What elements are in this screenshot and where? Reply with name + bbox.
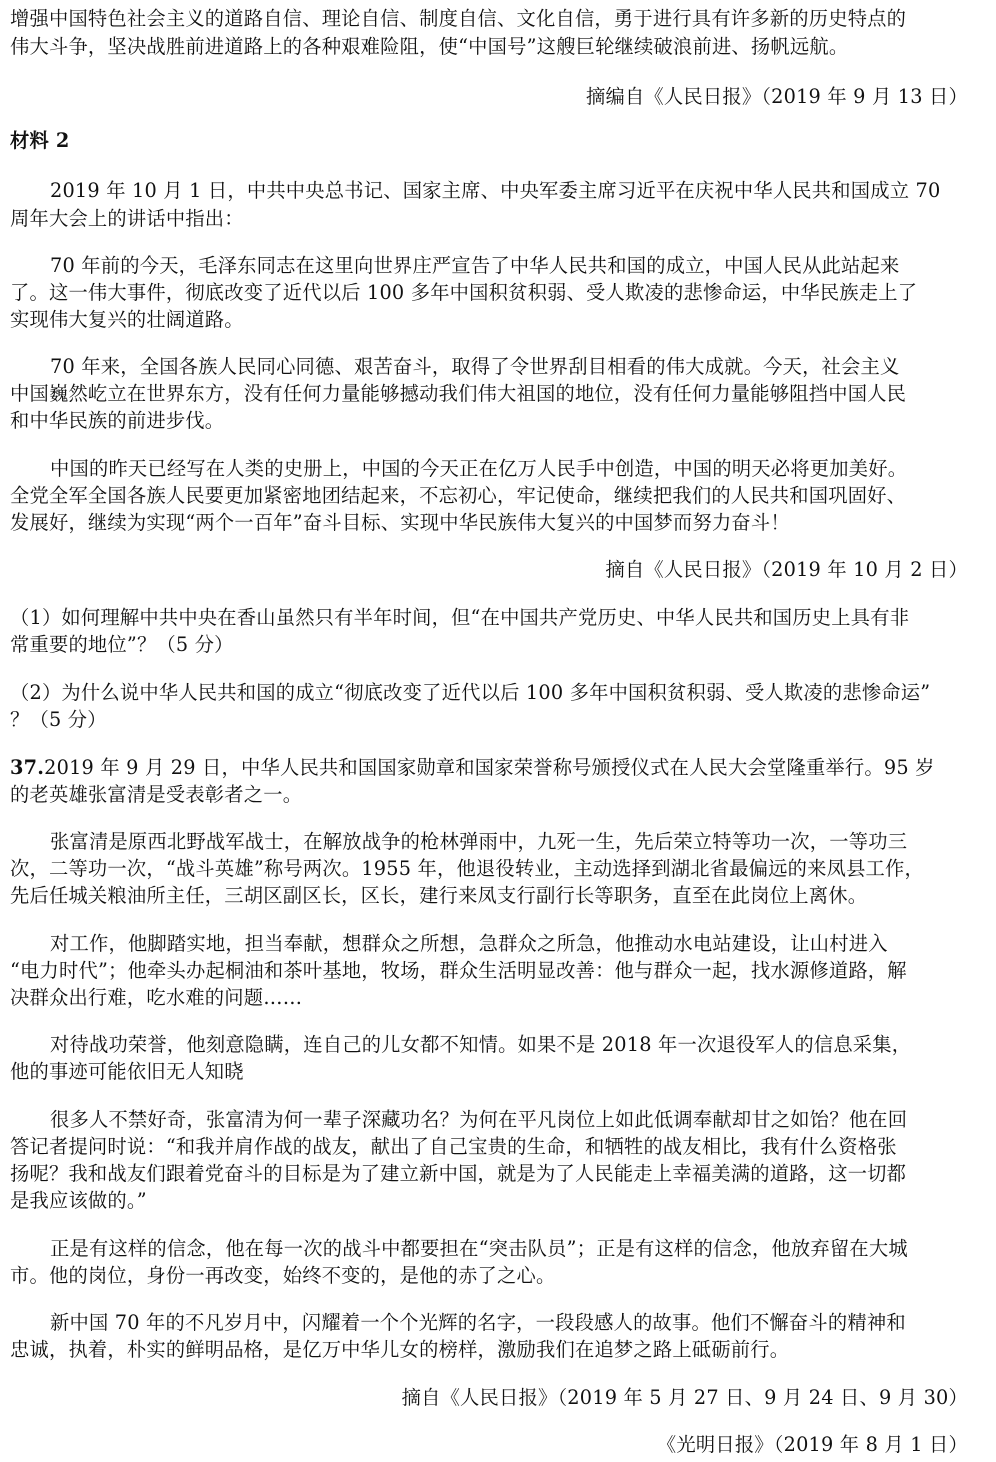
q37-source-1: 摘自《人民日报》（2019 年 5 月 27 日、9 月 24 日、9 月 30） [401, 1386, 968, 1409]
q37-p5-line-2: 市。他的岗位，身份一再改变，始终不变的，是他的赤了之心。 [10, 1264, 556, 1287]
q37-p4-line-4: 是我应该做的。” [10, 1189, 147, 1212]
q37-p2-line-3: 决群众出行难，吃水难的问题…… [10, 986, 303, 1009]
q37-p6-line-1: 新中国 70 年的不凡岁月中，闪耀着一个个光辉的名字，一段段感人的故事。他们不懈奋斗的精神和 [50, 1311, 906, 1334]
question-2-line-2: ？（5 分） [10, 708, 107, 731]
q37-p2-line-1: 对工作，他脚踏实地，担当奉献，想群众之所想，急群众之所急，他推动水电站建设，让山村进入 [50, 932, 888, 955]
q37-intro-text: 2019 年 9 月 29 日，中华人民共和国国家勋章和国家荣誉称号颁授仪式在人民大会堂隆重举行。95 岁 [44, 756, 935, 779]
q37-p2-line-2: “电力时代”；他牵头办起桐油和茶叶基地，牧场，群众生活明显改善：他与群众一起，找水源修道路，解 [10, 959, 907, 982]
material1-source: 摘编自《人民日报》（2019 年 9 月 13 日） [585, 85, 968, 108]
material2-p3-line-3: 和中华民族的前进步伐。 [10, 409, 225, 432]
material2-p2-line-1: 70 年前的今天，毛泽东同志在这里向世界庄严宣告了中华人民共和国的成立，中国人民从此站起来 [50, 254, 900, 277]
q37-number: 37. [10, 756, 45, 779]
q37-source-2: 《光明日报》（2019 年 8 月 1 日） [656, 1433, 968, 1456]
material2-p3-line-1: 70 年来，全国各族人民同心同德、艰苦奋斗，取得了令世界刮目相看的伟大成就。今天，社会主义 [50, 355, 900, 378]
q37-p3-line-2: 他的事迹可能依旧无人知晓 [10, 1060, 244, 1083]
q37-p1-line-2: 次，二等功一次，“战斗英雄”称号两次。1955 年，他退役转业，主动选择到湖北省最偏远的来凤县工作， [10, 857, 925, 880]
material2-source: 摘自《人民日报》（2019 年 10 月 2 日） [605, 558, 968, 581]
material1-line-1: 增强中国特色社会主义的道路自信、理论自信、制度自信、文化自信，勇于进行具有许多新的历史特点的 [10, 7, 907, 30]
q37-intro-line-2: 的老英雄张富清是受表彰者之一。 [10, 783, 303, 806]
material2-p4-line-2: 全党全军全国各族人民要更加紧密地团结起来，不忘初心，牢记使命，继续把我们的人民共和国巩固好、 [10, 484, 907, 507]
material2-p4-line-3: 发展好，继续为实现“两个一百年”奋斗目标、实现中华民族伟大复兴的中国梦而努力奋斗！ [10, 511, 790, 534]
material2-p2-line-3: 实现伟大复兴的壮阔道路。 [10, 308, 244, 331]
q37-p4-line-3: 扬呢？我和战友们跟着党奋斗的目标是为了建立新中国，就是为了人民能走上幸福美满的道路，这一切都 [10, 1162, 907, 1185]
q37-p1-line-3: 先后任城关粮油所主任，三胡区副区长，区长，建行来凤支行副行长等职务，直至在此岗位上离休。 [10, 884, 868, 907]
material2-p2-line-2: 了。这一伟大事件，彻底改变了近代以后 100 多年中国积贫积弱、受人欺凌的悲惨命运，中华民族走上了 [10, 281, 918, 304]
question-2-line-1: （2）为什么说中华人民共和国的成立“彻底改变了近代以后 100 多年中国积贫积弱、受人欺凌的悲惨命运” [10, 681, 931, 704]
q37-p3-line-1: 对待战功荣誉，他刻意隐瞒，连自己的儿女都不知情。如果不是 2018 年一次退役军人的信息采集， [50, 1033, 912, 1056]
q37-p4-line-1: 很多人不禁好奇，张富清为何一辈子深藏功名？为何在平凡岗位上如此低调奉献却甘之如饴？他在回 [50, 1108, 908, 1131]
q37-p4-line-2: 答记者提问时说：“和我并肩作战的战友，献出了自己宝贵的生命，和牺牲的战友相比，我有什么资格张 [10, 1135, 897, 1158]
q37-intro-line-1 [10, 755, 935, 781]
question-1-line-1: （1）如何理解中共中央在香山虽然只有半年时间，但“在中国共产党历史、中华人民共和国历史上具有非 [10, 606, 910, 629]
material2-heading: 材料 2 [10, 129, 70, 152]
question-1-line-2: 常重要的地位”？（5 分） [10, 633, 234, 656]
q37-p5-line-1: 正是有这样的信念，他在每一次的战斗中都要担在“突击队员”；正是有这样的信念，他放弃留在大城 [50, 1237, 908, 1260]
material1-line-2: 伟大斗争，坚决战胜前进道路上的各种艰难险阻，使“中国号”这艘巨轮继续破浪前进、扬帆远航。 [10, 35, 849, 58]
q37-p6-line-2: 忠诚，执着，朴实的鲜明品格，是亿万中华儿女的榜样，激励我们在追梦之路上砥砺前行。 [10, 1338, 790, 1361]
material2-p4-line-1: 中国的昨天已经写在人类的史册上，中国的今天正在亿万人民手中创造，中国的明天必将更加美好。 [50, 457, 908, 480]
material2-p1-line-1: 2019 年 10 月 1 日，中共中央总书记、国家主席、中央军委主席习近平在庆祝中华人民共和国成立 70 [50, 179, 941, 202]
material2-p3-line-2: 中国巍然屹立在世界东方，没有任何力量能够撼动我们伟大祖国的地位，没有任何力量能够阻挡中国人民 [10, 382, 907, 405]
material2-p1-line-2: 周年大会上的讲话中指出： [10, 207, 244, 230]
q37-p1-line-1: 张富清是原西北野战军战士，在解放战争的枪林弹雨中，九死一生，先后荣立特等功一次，一等功三 [50, 830, 908, 853]
